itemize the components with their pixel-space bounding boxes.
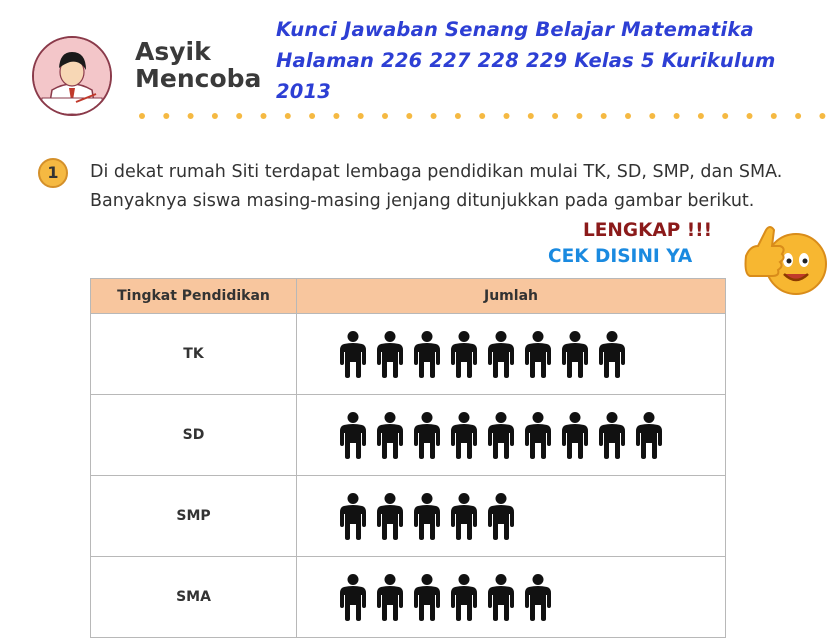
article-title-link[interactable]: Kunci Jawaban Senang Belajar Matematika Halaman 226 227 228 229 Kelas 5 Kurikulum 2013	[276, 18, 776, 103]
divider-dot	[431, 113, 437, 119]
divider-dot	[236, 113, 242, 119]
divider-dot	[139, 113, 145, 119]
person-icon	[594, 411, 630, 459]
person-icon	[446, 330, 482, 378]
divider-dot	[479, 113, 485, 119]
level-cell: SD	[91, 395, 297, 476]
divider-dot	[747, 113, 753, 119]
person-icon	[631, 411, 667, 459]
person-icon	[409, 492, 445, 540]
divider-dot	[625, 113, 631, 119]
question-number-badge: 1	[38, 158, 68, 188]
table-row	[91, 476, 726, 557]
divider-dot	[771, 113, 777, 119]
person-icon-group	[335, 573, 725, 621]
person-icon	[409, 573, 445, 621]
section-title	[135, 38, 265, 92]
person-icon	[372, 330, 408, 378]
table-row	[91, 314, 726, 395]
person-icon	[446, 411, 482, 459]
count-cell	[297, 557, 726, 638]
divider-dot	[333, 113, 339, 119]
person-icon	[483, 573, 519, 621]
header-jumlah: Jumlah	[297, 279, 726, 314]
table-row	[91, 395, 726, 476]
person-icon	[372, 492, 408, 540]
divider-dot	[674, 113, 680, 119]
count-cell	[297, 476, 726, 557]
divider-dot	[382, 113, 388, 119]
person-icon-group	[335, 411, 725, 459]
divider-dot	[163, 113, 169, 119]
divider-dot	[819, 113, 825, 119]
person-icon	[483, 411, 519, 459]
person-icon	[335, 330, 371, 378]
person-icon	[446, 492, 482, 540]
level-cell: TK	[91, 314, 297, 395]
divider-dot	[309, 113, 315, 119]
dotted-divider	[138, 112, 836, 120]
divider-dot	[601, 113, 607, 119]
divider-dot	[528, 113, 534, 119]
person-icon	[520, 411, 556, 459]
level-cell: SMP	[91, 476, 297, 557]
divider-dot	[698, 113, 704, 119]
person-icon	[335, 411, 371, 459]
person-icon	[446, 573, 482, 621]
section-title-line1: Asyik	[135, 37, 211, 66]
divider-dot	[552, 113, 558, 119]
person-icon	[335, 573, 371, 621]
table-header-row	[91, 279, 726, 314]
person-icon-group	[335, 330, 725, 378]
divider-dot	[188, 113, 194, 119]
count-cell	[297, 314, 726, 395]
person-icon	[520, 330, 556, 378]
person-icon	[520, 573, 556, 621]
person-icon	[409, 411, 445, 459]
promo-link-lengkap[interactable]: LENGKAP !!!	[583, 220, 713, 241]
person-icon	[372, 573, 408, 621]
header-tingkat-pendidikan: Tingkat Pendidikan	[91, 279, 297, 314]
thumbs-up-emoji-icon[interactable]	[736, 216, 830, 300]
divider-dot	[212, 113, 218, 119]
person-icon	[409, 330, 445, 378]
divider-dot	[455, 113, 461, 119]
question-text: Di dekat rumah Siti terdapat lembaga pendidikan mulai TK, SD, SMP, dan SMA. Banyaknya siswa masing-masing jenjang ditunjukkan pada gambar berikut.	[90, 162, 783, 211]
divider-dot	[576, 113, 582, 119]
divider-dot	[358, 113, 364, 119]
education-pictogram-table	[90, 278, 726, 638]
level-cell: SMA	[91, 557, 297, 638]
student-avatar-icon	[32, 36, 112, 116]
divider-dot	[722, 113, 728, 119]
person-icon	[557, 411, 593, 459]
person-icon-group	[335, 492, 725, 540]
person-icon	[483, 492, 519, 540]
divider-dot	[649, 113, 655, 119]
person-icon	[335, 492, 371, 540]
person-icon	[594, 330, 630, 378]
section-title-line2: Mencoba	[135, 64, 262, 93]
divider-dot	[261, 113, 267, 119]
divider-dot	[795, 113, 801, 119]
promo-link-cek-disini[interactable]: CEK DISINI YA	[548, 246, 693, 267]
person-icon	[557, 330, 593, 378]
count-cell	[297, 395, 726, 476]
person-icon	[483, 330, 519, 378]
person-icon	[372, 411, 408, 459]
divider-dot	[406, 113, 412, 119]
divider-dot	[285, 113, 291, 119]
table-row	[91, 557, 726, 638]
divider-dot	[504, 113, 510, 119]
